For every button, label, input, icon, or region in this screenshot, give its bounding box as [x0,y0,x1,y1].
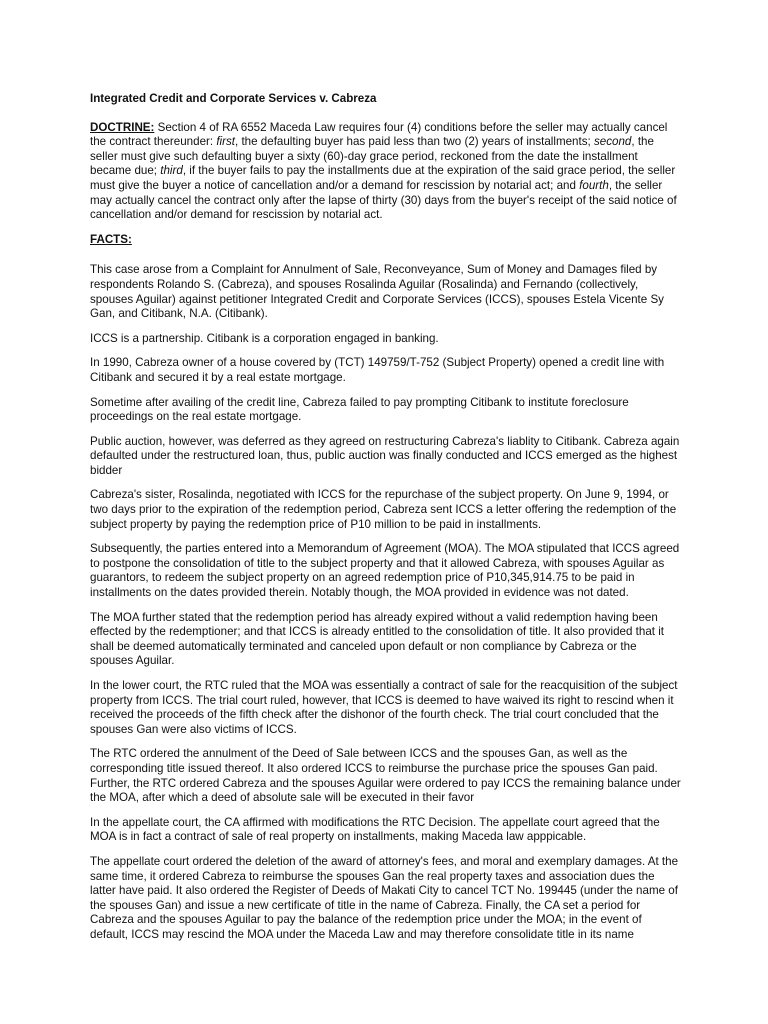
facts-paragraph: This case arose from a Complaint for Annulment of Sale, Reconveyance, Sum of Money and Damages filed by respondents Rolando S. (Cabreza), and spouses Rosalinda Aguilar (Rosalinda) and Fernando (collectively, spouses Aguilar) against petitioner Integrated Credit and Corporate Services (ICCS), spouses Estela Vicente Sy Gan, and Citibank, N.A. (Citibank). [90,263,664,321]
case-title: Integrated Credit and Corporate Services v. Cabreza [90,92,377,105]
doctrine-paragraph [90,121,682,223]
doctrine-second: second [593,135,632,149]
document-page [90,92,682,953]
doctrine-text-5: , the seller may actually cancel the contract only after the lapse of thirty (30) days from the buyer's receipt of the said notice of cancellation and/or demand for rescission by notarial act. [90,178,677,222]
doctrine-text-3: , the seller must give such defaulting buyer a sixty (60)-day grace period, reckoned from the date the installment became due; [90,135,654,178]
doctrine-text-2: , the defaulting buyer has paid less than two (2) years of installments; [235,135,594,149]
doctrine-text-1: Section 4 of RA 6552 Maceda Law requires four (4) conditions before the seller may actually cancel the contract thereunder: [90,120,668,149]
doctrine-third: third [160,164,183,178]
facts-heading: FACTS: [90,232,132,246]
facts-paragraph: The appellate court ordered the deletion of the award of attorney's fees, and moral and exemplary damages. At the same time, it ordered Cabreza to reimburse the spouses Gan the real property taxes and association dues the latter have paid. It also ordered the Register of Deeds of Makati City to cancel TCT No. 199445 (under the name of the spouses Gan) and issue a new certificate of title in the name of Cabreza. Finally, the CA set a period for Cabreza and the spouses Aguilar to pay the balance of the redemption price under the MOA; in the event of default, ICCS may rescind the MOA under the Maceda Law and may therefore consolidate title in its name [90,854,679,941]
facts-paragraph: In 1990, Cabreza owner of a house covered by (TCT) 149759/T-752 (Subject Property) opened a credit line with Citibank and secured it by a real estate mortgage. [90,356,665,384]
doctrine-text-4: , if the buyer fails to pay the installments due at the expiration of the said grace period, the seller must give the buyer a notice of cancellation and/or a demand for rescission by notarial act; and [90,164,676,192]
facts-paragraph: Subsequently, the parties entered into a Memorandum of Agreement (MOA). The MOA stipulated that ICCS agreed to postpone the consolidation of title to the subject property and that it allowed Cabreza, with spouses Aguilar as guarantors, to redeem the subject property on an agreed redemption price of P10,345,914.75 to be paid in installments on the dates provided therein. Notably though, the MOA provided in evidence was not dated. [90,542,680,600]
doctrine-label: DOCTRINE: [90,120,155,134]
facts-paragraph: Cabreza's sister, Rosalinda, negotiated with ICCS for the repurchase of the subject property. On June 9, 1994, or two days prior to the expiration of the redemption period, Cabreza sent ICCS a letter offering the redemption of the subject property by paying the redemption price of P10 million to be paid in installments. [90,488,677,531]
facts-paragraph: The RTC ordered the annulment of the Deed of Sale between ICCS and the spouses Gan, as well as the corresponding title issued thereof. It also ordered ICCS to reimburse the purchase price the spouses Gan paid. Further, the RTC ordered Cabreza and the spouses Aguilar were ordered to pay ICCS the remaining balance under the MOA, after which a deed of absolute sale will be executed in their favor [90,747,681,805]
facts-paragraph: In the lower court, the RTC ruled that the MOA was essentially a contract of sale for the reacquisition of the subject property from ICCS. The trial court ruled, however, that ICCS is deemed to have waived its right to rescind when it received the proceeds of the fifth check after the dishonor of the fourth check. The trial court concluded that the spouses Gan were also victims of ICCS. [90,679,678,736]
facts-paragraph: Sometime after availing of the credit line, Cabreza failed to pay prompting Citibank to institute foreclosure proceedings on the real estate mortgage. [90,395,629,424]
facts-paragraph: ICCS is a partnership. Citibank is a corporation engaged in banking. [90,331,439,345]
doctrine-fourth: fourth [579,178,609,192]
facts-paragraph: In the appellate court, the CA affirmed with modifications the RTC Decision. The appellate court agreed that the MOA is in fact a contract of sale of real property on installments, making Maceda law apppicable. [90,815,660,844]
facts-paragraph: The MOA further stated that the redemption period has already expired without a valid redemption having been effected by the redemptioner; and that ICCS is already entitled to the consolidation of title. It also provided that it shall be deemed automatically terminated and canceled upon default or non compliance by Cabreza or the spouses Aguilar. [90,610,665,668]
doctrine-first: first [216,135,236,149]
facts-paragraph: Public auction, however, was deferred as they agreed on restructuring Cabreza's liablity to Citibank. Cabreza again defaulted under the restructured loan, thus, public auction was finally conducted and ICCS emerged as the highest bidder [90,434,680,477]
